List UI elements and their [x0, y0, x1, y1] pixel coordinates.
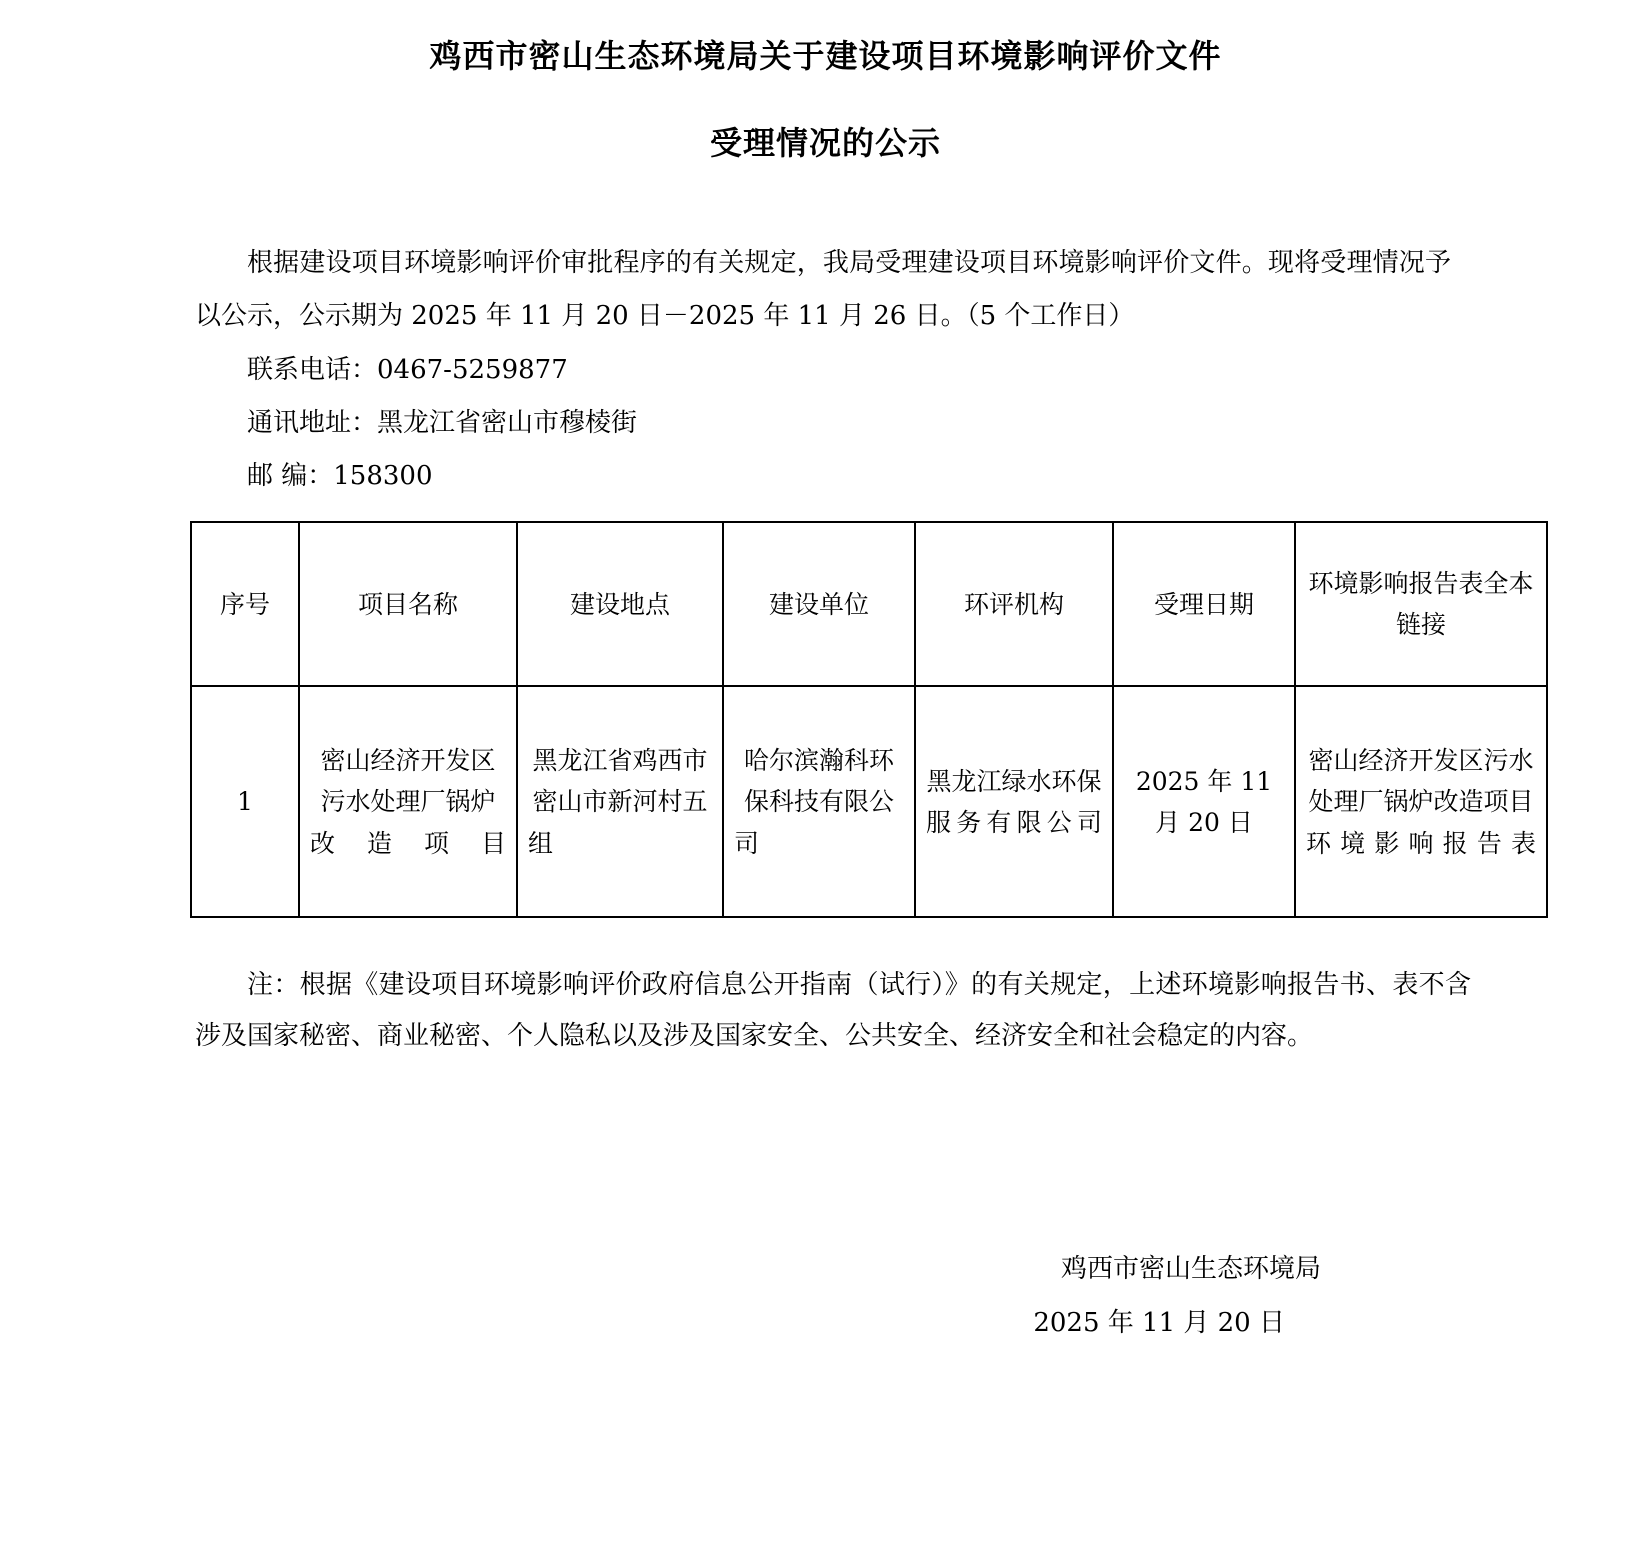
note-block — [0, 960, 1651, 1061]
header-cell-location: 建设地点 — [517, 522, 723, 686]
cell-report-link[interactable]: 密山经济开发区污水处理厂锅炉改造项目环境影响报告表 — [1295, 686, 1547, 917]
header-cell-no: 序号 — [191, 522, 299, 686]
header-cell-accept-date: 受理日期 — [1113, 522, 1295, 686]
cell-build-unit: 哈尔滨瀚科环保科技有限公司 — [723, 686, 915, 917]
cell-no: 1 — [191, 686, 299, 917]
document-body — [0, 237, 1651, 503]
cell-project-name: 密山经济开发区污水处理厂锅炉改造项目 — [299, 686, 517, 917]
header-cell-report-link: 环境影响报告表全本链接 — [1295, 522, 1547, 686]
intro-paragraph: 根据建设项目环境影响评价审批程序的有关规定，我局受理建设项目环境影响评价文件。现将受理情况予以公示，公示期为 2025 年 11 月 20 日－2025 年 11 月 26 日。（5 个工作日） — [195, 248, 1451, 332]
cell-location: 黑龙江省鸡西市密山市新河村五组 — [517, 686, 723, 917]
table-header-row — [191, 522, 1547, 686]
signature-block — [0, 1242, 1651, 1351]
title-line-1: 鸡西市密山生态环境局关于建设项目环境影响评价文件 — [429, 37, 1222, 75]
title-line-2: 受理情况的公示 — [709, 124, 941, 162]
table-header — [191, 522, 1547, 686]
acceptance-table-wrap — [0, 521, 1651, 918]
contact-address: 通讯地址：黑龙江省密山市穆棱街 — [247, 407, 638, 438]
header-cell-eia-org: 环评机构 — [915, 522, 1113, 686]
header-cell-project-name: 项目名称 — [299, 522, 517, 686]
acceptance-table — [190, 521, 1548, 918]
contact-postcode: 邮 编：158300 — [247, 461, 433, 492]
contact-phone: 联系电话：0467-5259877 — [247, 354, 568, 385]
cell-eia-org: 黑龙江绿水环保服务有限公司 — [915, 686, 1113, 917]
cell-accept-date: 2025 年 11 月 20 日 — [1113, 686, 1295, 917]
note-text: 注：根据《建设项目环境影响评价政府信息公开指南（试行）》的有关规定，上述环境影响报告书、表不含涉及国家秘密、商业秘密、个人隐私以及涉及国家安全、公共安全、经济安全和社会稳定的内容。 — [195, 970, 1471, 1052]
document-title — [0, 37, 1651, 162]
signature-date: 2025 年 11 月 20 日 — [1033, 1308, 1285, 1339]
header-cell-build-unit: 建设单位 — [723, 522, 915, 686]
table-body — [191, 686, 1547, 917]
signature-org: 鸡西市密山生态环境局 — [1060, 1253, 1321, 1284]
table-row — [191, 686, 1547, 917]
